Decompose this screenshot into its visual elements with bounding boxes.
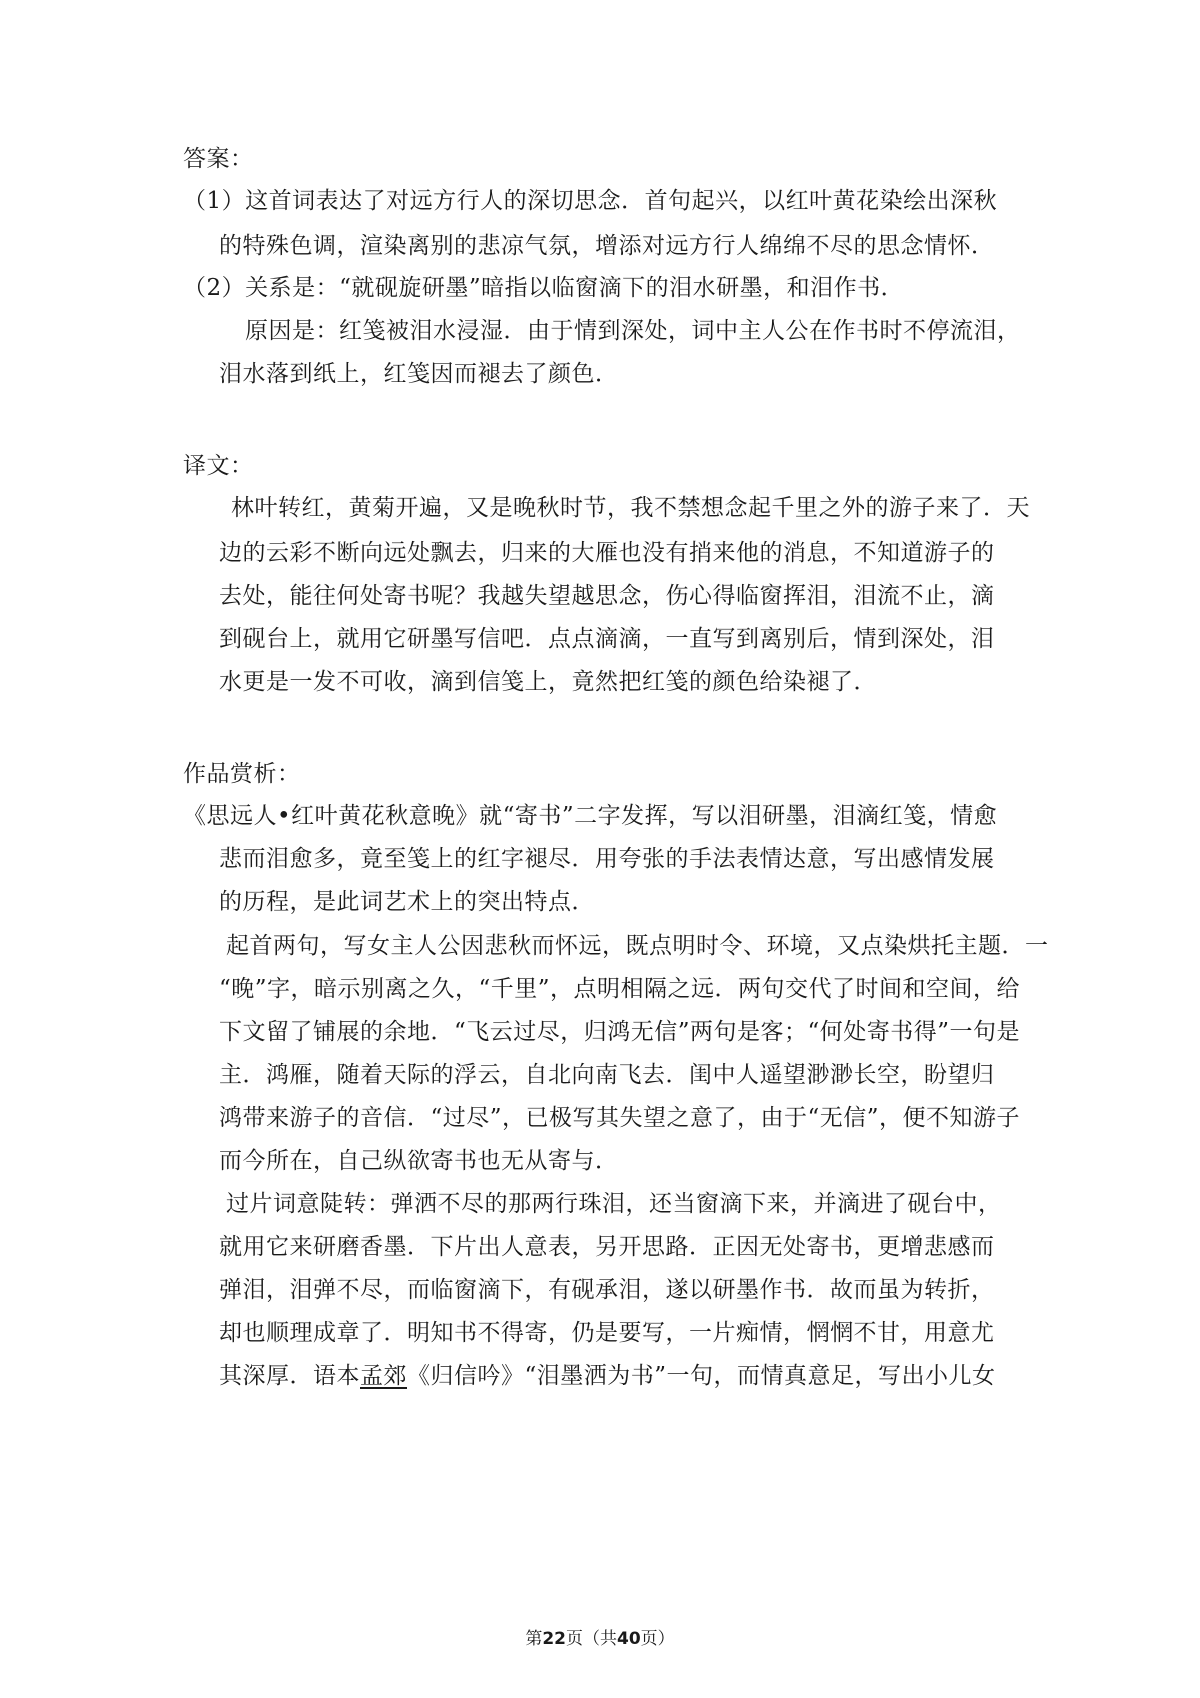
appreciation-line: 起首两句，写女主人公因悲秋而怀远，既点明时令、环境，又点染烘托主题．一 xyxy=(226,933,1049,959)
appreciation-text: 其深厚．语本 xyxy=(219,1363,360,1389)
appreciation-line: 过片词意陡转：弹洒不尽的那两行珠泪，还当窗滴下来，并滴进了砚台中， xyxy=(226,1191,1002,1217)
answer-line: （2）关系是：“就砚旋研墨”暗指以临窗滴下的泪水研墨，和泪作书． xyxy=(183,275,905,301)
appreciation-line: 弹泪，泪弹不尽，而临窗滴下，有砚承泪，遂以研墨作书．故而虽为转折， xyxy=(219,1277,995,1303)
translation-line: 林叶转红，黄菊开遍，又是晚秋时节，我不禁想念起千里之外的游子来了．天 xyxy=(231,495,1030,521)
answer-line: 的特殊色调，渲染离别的悲凉气氛，增添对远方行人绵绵不尽的思念情怀． xyxy=(219,233,995,259)
appreciation-line: 《思远人•红叶黄花秋意晚》就“寄书”二字发挥，写以泪研墨，泪滴红笺，情愈 xyxy=(183,803,998,829)
appreciation-line: 就用它来研磨香墨．下片出人意表，另开思路．正因无处寄书，更增悲感而 xyxy=(219,1234,995,1260)
appreciation-line: 鸿带来游子的音信．“过尽”，已极写其失望之意了，由于“无信”，便不知游子 xyxy=(219,1105,1021,1131)
translation-line: 水更是一发不可收，滴到信笺上，竟然把红笺的颜色给染褪了． xyxy=(219,669,877,695)
author-link[interactable]: 孟郊 xyxy=(360,1363,407,1389)
answer-line: 原因是：红笺被泪水浸湿．由于情到深处，词中主人公在作书时不停流泪， xyxy=(245,318,1021,344)
translation-line: 边的云彩不断向远处飘去，归来的大雁也没有捎来他的消息，不知道游子的 xyxy=(219,540,995,566)
appreciation-line: “晚”字，暗示别离之久，“千里”，点明相隔之远．两句交代了时间和空间，给 xyxy=(219,976,1021,1002)
answer-line: 泪水落到纸上，红笺因而褪去了颜色． xyxy=(219,361,619,387)
appreciation-line: 主．鸿雁，随着天际的浮云，自北向南飞去．闺中人遥望渺渺长空，盼望归 xyxy=(219,1062,995,1088)
appreciation-text: 《归信吟》“泪墨洒为书”一句，而情真意足，写出小儿女 xyxy=(407,1363,996,1389)
page-footer xyxy=(0,1627,1200,1651)
appreciation-line-last xyxy=(219,1360,996,1392)
appreciation-line: 却也顺理成章了．明知书不得寄，仍是要写，一片痴情，惘惘不甘，用意尤 xyxy=(219,1320,995,1346)
current-page-number: 22 xyxy=(542,1629,566,1649)
appreciation-heading: 作品赏析： xyxy=(183,761,301,787)
appreciation-line: 悲而泪愈多，竟至笺上的红字褪尽．用夸张的手法表情达意，写出感情发展 xyxy=(219,846,995,872)
footer-suffix: 页） xyxy=(640,1629,675,1649)
answer-line: （1）这首词表达了对远方行人的深切思念．首句起兴，以红叶黄花染绘出深秋 xyxy=(183,188,998,214)
appreciation-line: 的历程，是此词艺术上的突出特点． xyxy=(219,889,595,915)
footer-prefix: 第 xyxy=(525,1629,543,1649)
total-page-number: 40 xyxy=(617,1629,641,1649)
answer-heading: 答案： xyxy=(183,146,254,172)
translation-line: 去处，能往何处寄书呢？我越失望越思念，伤心得临窗挥泪，泪流不止，滴 xyxy=(219,583,995,609)
translation-line: 到砚台上，就用它研墨写信吧．点点滴滴，一直写到离别后，情到深处，泪 xyxy=(219,626,995,652)
translation-heading: 译文： xyxy=(183,453,254,479)
appreciation-line: 而今所在，自己纵欲寄书也无从寄与． xyxy=(219,1148,619,1174)
footer-middle: 页（共 xyxy=(566,1629,617,1649)
appreciation-line: 下文留了铺展的余地．“飞云过尽，归鸿无信”两句是客；“何处寄书得”一句是 xyxy=(219,1019,1021,1045)
